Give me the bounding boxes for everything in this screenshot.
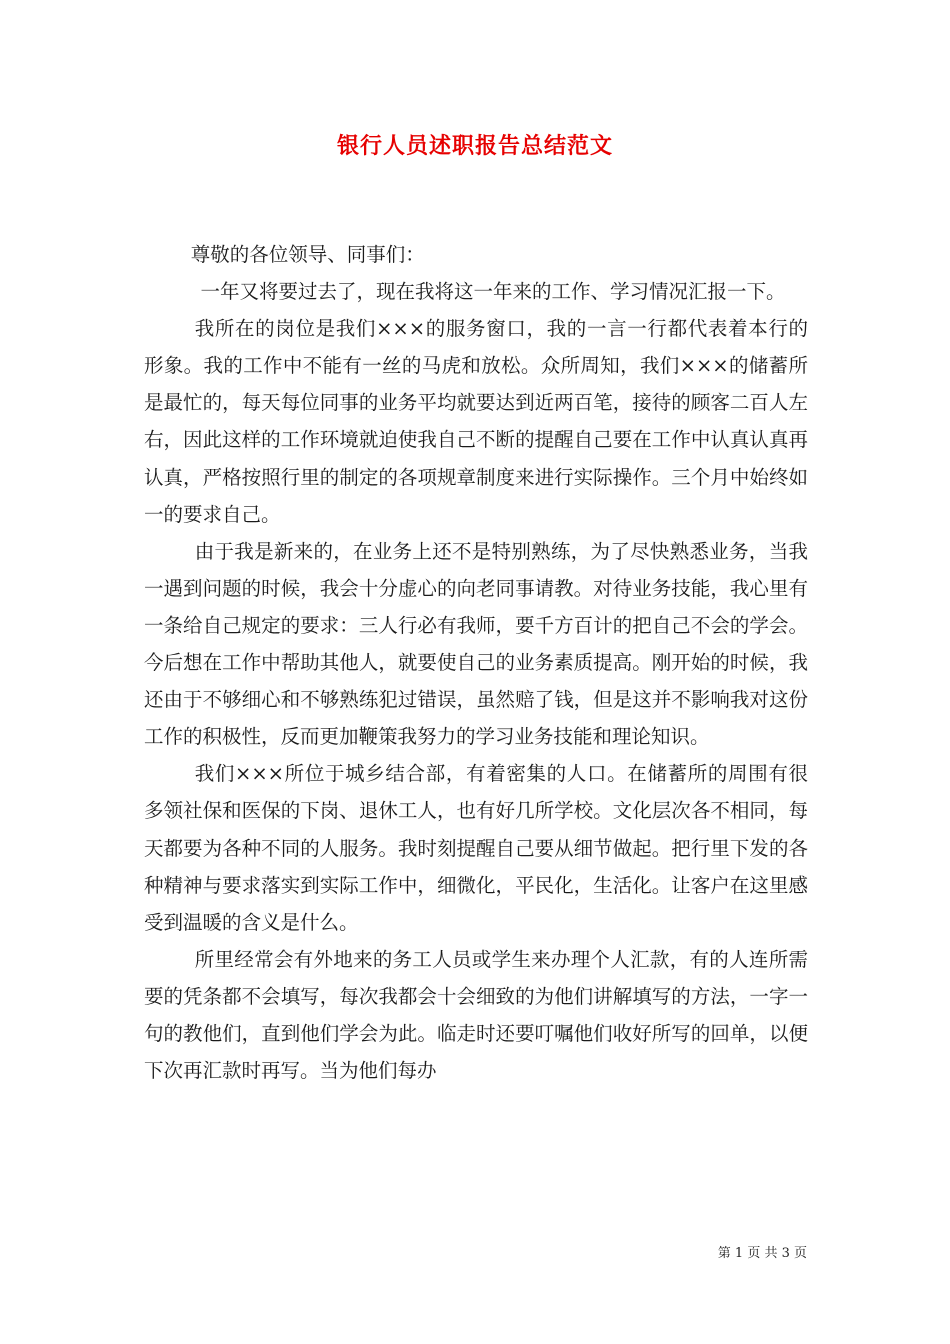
document-body <box>144 236 808 1089</box>
document-title: 银行人员述职报告总结范文 <box>336 133 613 159</box>
paragraph-1: 一年又将要过去了，现在我将这一年来的工作、学习情况汇报一下。 <box>200 280 786 304</box>
paragraph-2: 我所在的岗位是我们×××的服务窗口，我的一言一行都代表着本行的形象。我的工作中不能有一丝的马虎和放松。众所周知，我们×××的储蓄所是最忙的，每天每位同事的业务平均就要达到近两百笔，接待的顾客二百人左右，因此这样的工作环境就迫使我自己不断的提醒自己要在工作中认真认真再认真，严格按照行里的制定的各项规章制度来进行实际操作。三个月中始终如一的要求自己。 <box>144 317 808 526</box>
paragraph-5: 所里经常会有外地来的务工人员或学生来办理个人汇款，有的人连所需要的凭条都不会填写，每次我都会十会细致的为他们讲解填写的方法，一字一句的教他们，直到他们学会为此。临走时还要叮嘱他们收好所写的回单，以便下次再汇款时再写。当为他们每办 <box>144 947 808 1083</box>
paragraph-4: 我们×××所位于城乡结合部，有着密集的人口。在储蓄所的周围有很多领社保和医保的下岗、退休工人，也有好几所学校。文化层次各不相同，每天都要为各种不同的人服务。我时刻提醒自己要从细节做起。把行里下发的各种精神与要求落实到实际工作中，细微化，平民化，生活化。让客户在这里感受到温暖的含义是什么。 <box>144 762 808 934</box>
paragraph-3: 由于我是新来的，在业务上还不是特别熟练，为了尽快熟悉业务，当我一遇到问题的时候，我会十分虚心的向老同事请教。对待业务技能，我心里有一条给自己规定的要求：三人行必有我师，要千方百计的把自己不会的学会。今后想在工作中帮助其他人，就要使自己的业务素质提高。刚开始的时候，我还由于不够细心和不够熟练犯过错误，虽然赔了钱，但是这并不影响我对这份工作的积极性，反而更加鞭策我努力的学习业务技能和理论知识。 <box>144 539 808 749</box>
salutation: 尊敬的各位领导、同事们： <box>190 243 425 266</box>
page-indicator: 第 1 页 共 3 页 <box>717 1246 807 1261</box>
